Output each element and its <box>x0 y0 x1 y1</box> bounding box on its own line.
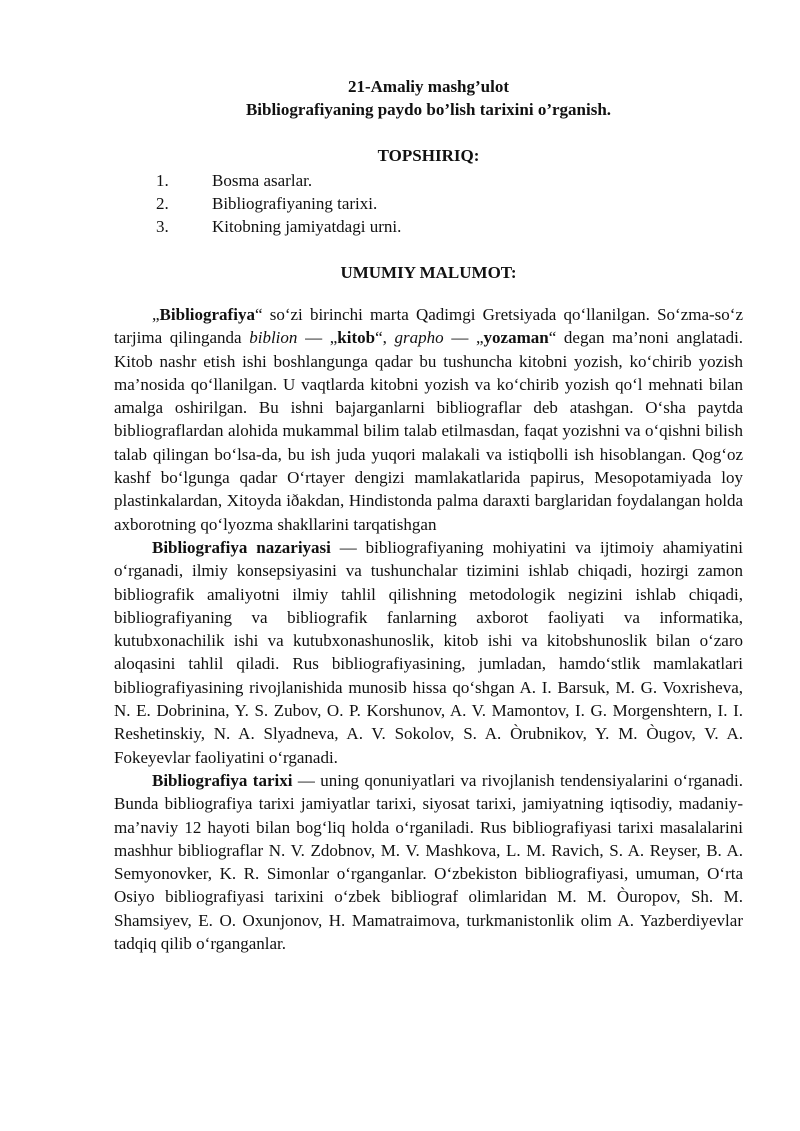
list-item-text: Kitobning jamiyatdagi urni. <box>212 217 402 236</box>
paragraph-text: “ so‘zi birinchi marta Qadimgi Gretsiyada qo‘llanilgan. So‘zma-so‘z tarjima qilinganda <box>114 305 743 348</box>
term-kitob: kitob <box>337 328 376 348</box>
paragraph-bibliografiya <box>114 303 743 536</box>
paragraph-tarixi <box>114 769 743 955</box>
document-title-line-1: 21-Amaliy mashg’ulot <box>347 77 510 96</box>
task-list <box>114 169 743 238</box>
paragraph-text: “, <box>375 328 395 348</box>
list-item <box>114 169 743 192</box>
term-bibliografiya-nazariyasi: Bibliografiya nazariyasi <box>152 537 331 557</box>
paragraph-text: — uning qonuniyatlari va rivojlanish tendensiyalarini o‘rganadi. Bunda bibliografiya tarixi jamiyatlar tarixi, siyosat tarixi, jamiyatning iqtisodiy, madaniy-ma’naviy 12 hayoti bilan bog‘liq holda o‘rganiladi. Rus bibliografiyasi tarixi masalalarini mashhur bibliograflar N. V. Zdobnov, M. V. Mashkova, L. M. Ravich, S. A. Reyser, B. A. Semyonovker, K. R. Simonlar o‘rganganlar. O‘zbekiston bibliografiyasi, umuman, O‘rta Osiyo bibliografiyasi tarixini o‘zbek bibliograf olimlaridan M. M. Òuropov, Sh. M. Shamsiyev, E. O. Oxunjonov, H. Mamatraimova, turkmanistonlik olim A. Yazberdiyevlar tadqiq qilib o‘rganganlar. <box>114 770 744 954</box>
paragraph-text: “ degan ma’noni anglatadi. Kitob nashr etish ishi boshlangunga qadar bu tushuncha kitobni yozish, ko‘chirib yozish ma’nosida qo‘llanilgan. U vaqtlarda kitobni yozish va ko‘chirib yozish qo‘l mehnati bilan amalga oshirilgan. Bu ishni bajarganlarni bibliograflar deb atashgan. O‘sha paytda bibliograflardan alohida mukammal bilim talab etilmasdan, faqat yozishni va o‘qishni bilish talab qilingan bo‘lsa-da, bu ish juda yuqori malakali va istiqbolli ish hisoblangan. Qog‘oz kashf bo‘lgunga qadar O‘rtayer dengizi mamlakatlarida papirus, Mesopotamiyada loy plastinkalardan, Xitoyda iðakdan, Hindistonda palma daraxti barglaridan foydalangan holda axborotning qo‘lyozma shakllarini tarqatishgan <box>114 328 744 534</box>
list-item-number: 2. <box>156 194 169 213</box>
list-item <box>114 215 743 238</box>
paragraph-nazariyasi <box>114 536 743 769</box>
list-item-text: Bibliografiyaning tarixi. <box>212 194 378 213</box>
term-yozaman: yozaman <box>483 328 549 348</box>
document-title-line-2: Bibliografiyaning paydo bo’lish tarixini o’rganish. <box>245 100 612 119</box>
paragraph-text: — bibliografiyaning mohiyatini va ijtimoiy ahamiyatini o‘rganadi, ilmiy konsepsiyasini va tushunchalar tizimini ishlab chiqadi, hozirgi zamon bibliografik amaliyotni ilmiy tahlil qilishning metodologik negizini ishlab chiqadi, bibliografiyaning va bibliografik fanlarning axborot faoliyati va informatika, kutubxonachilik ishi va kutubxonashunoslik, kitob ishi va kitobshunoslik bilan o‘zaro aloqasini tahlil qiladi. Rus bibliografiyasining, jumladan, hamdo‘stlik mamlakatlari bibliografiyasining rivojlanishida munosib hissa qo‘shgan A. I. Barsuk, M. G. Voxrisheva, N. E. Dobrinina, Y. S. Zubov, O. P. Korshunov, A. V. Mamontov, I. G. Morgenshtern, I. I. Reshetinskiy, N. A. Slyadneva, A. V. Sokolov, S. A. Òrubnikov, Y. M. Òugov, V. A. Fokeyevlar faoliyatini o‘rganadi. <box>114 537 744 767</box>
term-grapho: grapho <box>394 328 444 348</box>
paragraph-text: — „ <box>297 328 338 348</box>
list-item <box>114 192 743 215</box>
task-heading: TOPSHIRIQ: <box>377 146 480 165</box>
term-bibliografiya-tarixi: Bibliografiya tarixi <box>152 770 293 790</box>
term-bibliografiya: Bibliografiya <box>159 305 255 324</box>
paragraph-text: — „ <box>443 328 484 348</box>
term-biblion: biblion <box>249 328 298 348</box>
quote-open: „ <box>152 305 160 324</box>
list-item-text: Bosma asarlar. <box>212 171 313 190</box>
list-item-number: 3. <box>156 217 169 236</box>
info-heading: UMUMIY MALUMOT: <box>340 263 517 282</box>
list-item-number: 1. <box>156 171 169 190</box>
